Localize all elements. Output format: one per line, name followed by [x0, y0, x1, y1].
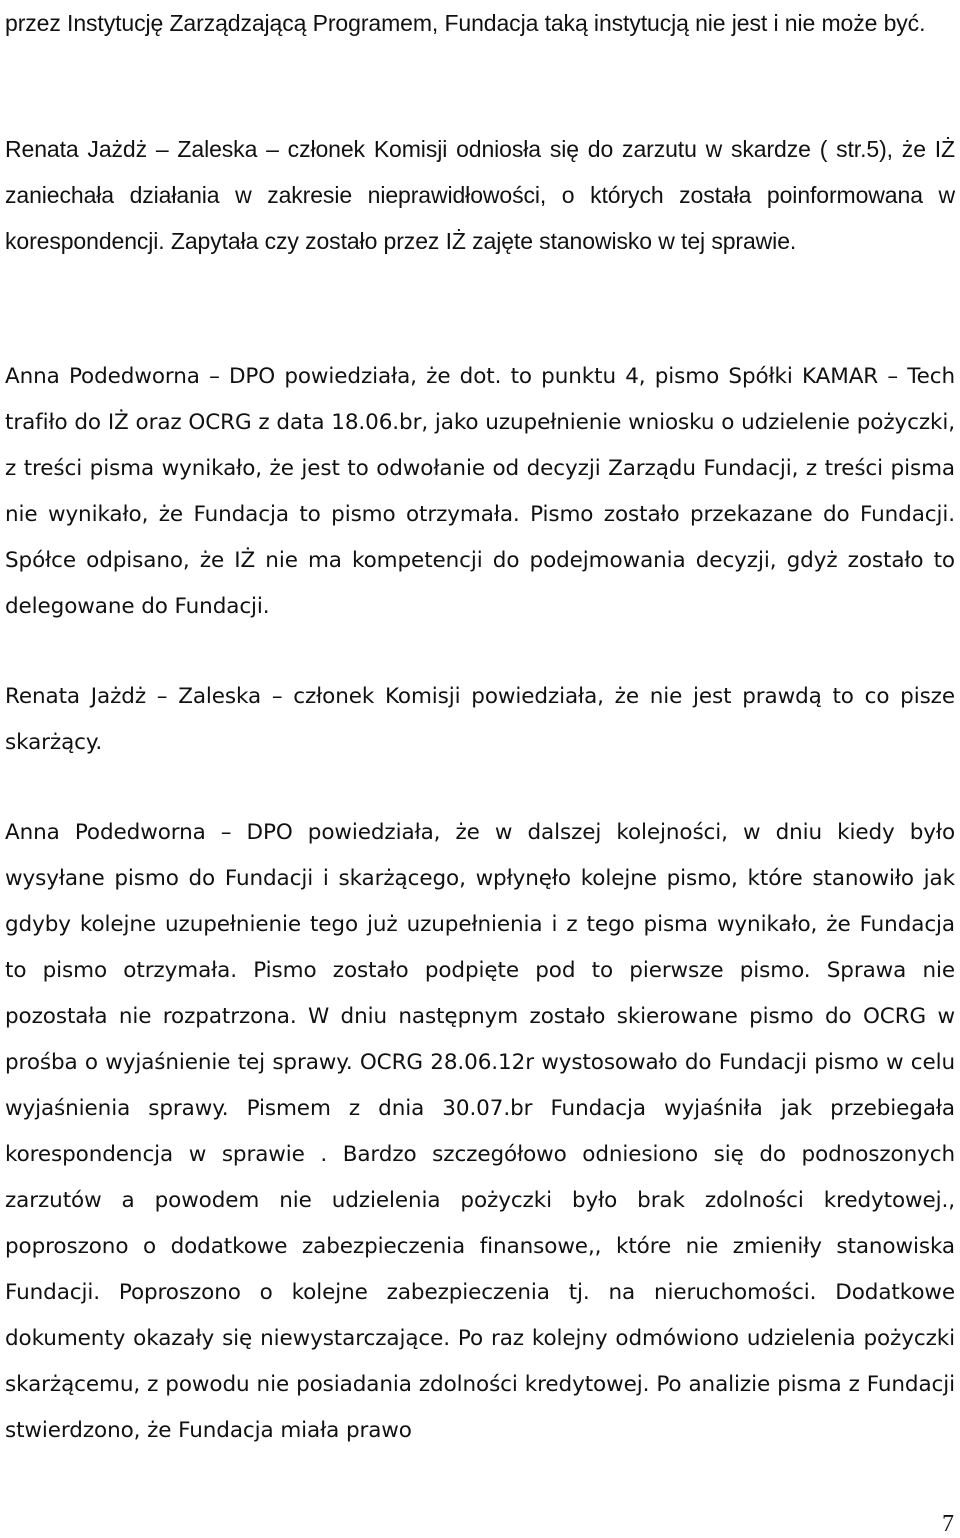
- page-number: 7: [942, 1511, 954, 1537]
- paragraph-dpo-explanation: Anna Podedworna – DPO powiedziała, że w dalszej kolejności, w dniu kiedy było wysyłane pismo do Fundacji i skarżącego, wpłynęło kolejne pismo, które stanowiło jak gdyby kolejne uzupełnienie tego już uzupełnienia i z tego pisma wynikało, że Fundacja to pismo otrzymała. Pismo zostało podpięte pod to pierwsze pismo. Sprawa nie pozostała nie rozpatrzona. W dniu następnym zostało skierowane pismo do OCRG w prośba o wyjaśnienie tej sprawy. OCRG 28.06.12r wystosowało do Fundacji pismo w celu wyjaśnienia sprawy. Pismem z dnia 30.07.br Fundacja wyjaśniła jak przebiegała korespondencja w sprawie . Bardzo szczegółowo odniesiono się do podnoszonych zarzutów a powodem nie udzielenia pożyczki było brak zdolności kredytowej., poproszono o dodatkowe zabezpieczenia finansowe,, które nie zmieniły stanowiska Fundacji. Poproszono o kolejne zabezpieczenia tj. na nieruchomości. Dodatkowe dokumenty okazały się niewystarczające. Po raz kolejny odmówiono udzielenia pożyczki skarżącemu, z powodu nie posiadania zdolności kredytowej. Po analizie pisma z Fundacji stwierdzono, że Fundacja miała prawo: [5, 820, 955, 1443]
- paragraph-continuation: przez Instytucję Zarządzającą Programem, Fundacja taką instytucją nie jest i nie może być.: [5, 10, 926, 36]
- paragraph-commission-question: Renata Jażdż – Zaleska – członek Komisji odniosła się do zarzutu w skardze ( str.5), że IŻ zaniechała działania w zakresie nieprawidłowości, o których została poinformowana w korespondencji. Zapytała czy zostało przez IŻ zajęte stanowisko w tej sprawie.: [5, 136, 955, 254]
- paragraph-commission-statement: Renata Jażdż – Zaleska – członek Komisji powiedziała, że nie jest prawdą to co pisze skarżący.: [5, 684, 955, 755]
- paragraph-dpo-response-kamar: Anna Podedworna – DPO powiedziała, że dot. to punktu 4, pismo Spółki KAMAR – Tech trafiło do IŻ oraz OCRG z data 18.06.br, jako uzupełnienie wniosku o udzielenie pożyczki, z treści pisma wynikało, że jest to odwołanie od decyzji Zarządu Fundacji, z treści pisma nie wynikało, że Fundacja to pismo otrzymała. Pismo zostało przekazane do Fundacji. Spółce odpisano, że IŻ nie ma kompetencji do podejmowania decyzji, gdyż zostało to delegowane do Fundacji.: [5, 364, 955, 619]
